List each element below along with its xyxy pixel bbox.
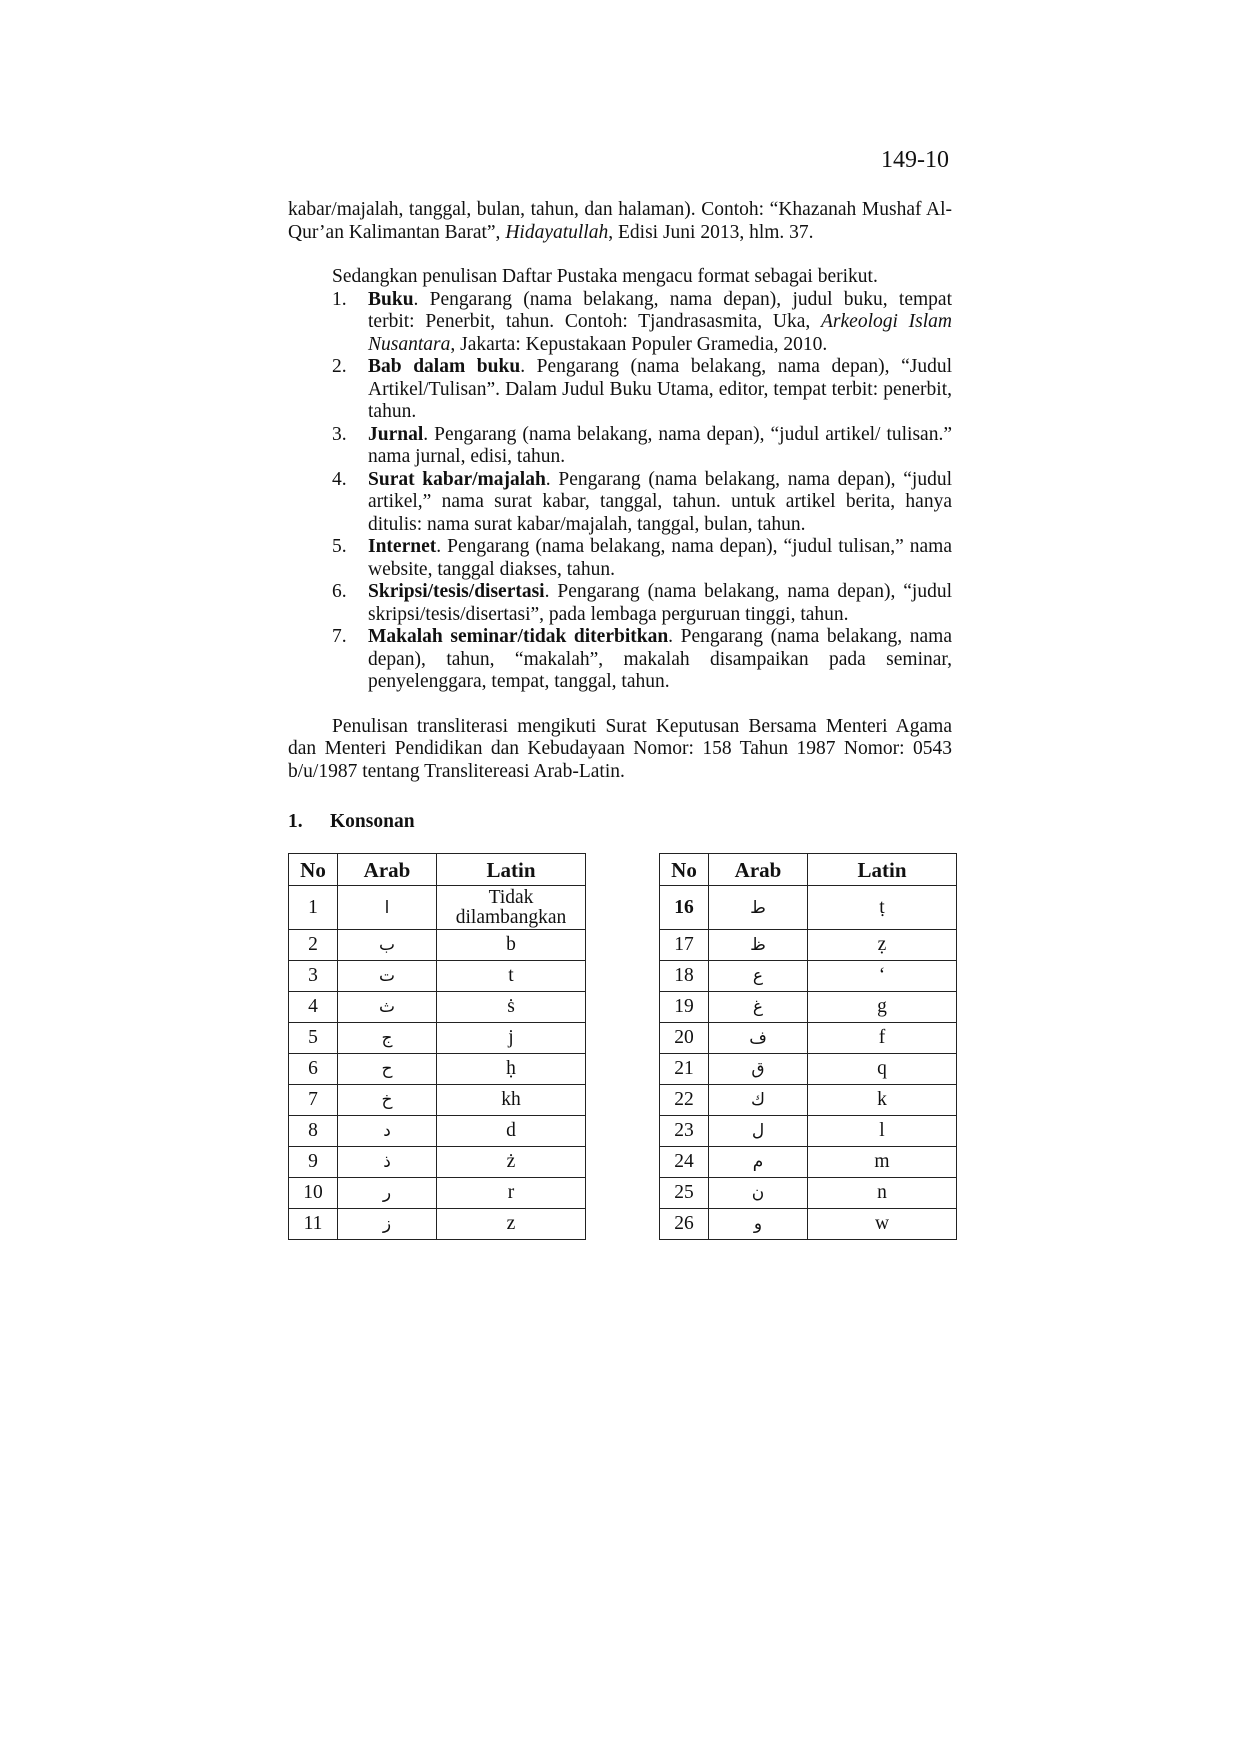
list-item-text: . Pengarang (nama belakang, nama depan), “judul artikel,” nama surat kabar, tanggal, tahun. untuk artikel berita, hanya ditulis: nama surat kabar/majalah, tanggal, bulan, tahun. xyxy=(368,468,952,535)
cell-arab: ف xyxy=(709,1023,808,1054)
cell-latin: ẓ xyxy=(808,930,957,961)
cell-latin: ṭ xyxy=(808,886,957,930)
cell-arab: ج xyxy=(338,1023,437,1054)
list-item-text: . Pengarang (nama belakang, nama depan), “judul skripsi/tesis/disertasi”, pada lembaga perguruan tinggi, tahun. xyxy=(368,581,952,625)
konsonan-table-left xyxy=(288,853,586,1240)
cell-latin: r xyxy=(437,1178,586,1209)
cell-no: 26 xyxy=(660,1209,709,1240)
page-content xyxy=(288,199,952,834)
transliteration-paragraph: Penulisan transliterasi mengikuti Surat Keputusan Bersama Menteri Agama dan Menteri Pendidikan dan Kebudayaan Nomor: 158 Tahun 1987 Nomor: 0543 b/u/1987 tentang Translitereasi Arab-Latin. xyxy=(288,715,952,782)
list-item-text: . Pengarang (nama belakang, nama depan), judul buku, tempat terbit: Penerbit, tahun. Contoh: Tjandrasasmita, Uka, xyxy=(368,288,952,332)
page-number: 149-10 xyxy=(881,147,949,173)
list-item-number: 2. xyxy=(332,356,347,377)
list-item-category: Buku xyxy=(368,288,414,310)
header-latin: Latin xyxy=(808,854,957,886)
table-row xyxy=(660,961,957,992)
intro-italic: Hidayatullah xyxy=(505,221,609,243)
cell-arab: ن xyxy=(709,1178,808,1209)
section-title: Konsonan xyxy=(330,811,415,832)
list-item-category: Internet xyxy=(368,536,437,557)
table-row xyxy=(660,930,957,961)
list-item xyxy=(288,424,952,469)
cell-arab: خ xyxy=(338,1085,437,1116)
cell-arab: ا xyxy=(338,886,437,930)
reference-format-list xyxy=(288,289,952,694)
table-row xyxy=(289,1085,586,1116)
cell-latin: ż xyxy=(437,1147,586,1178)
cell-latin: t xyxy=(437,961,586,992)
cell-arab: ق xyxy=(709,1054,808,1085)
cell-latin: kh xyxy=(437,1085,586,1116)
list-item-tail: , Jakarta: Kepustakaan Populer Gramedia, 2010. xyxy=(450,333,828,355)
table-row xyxy=(660,1054,957,1085)
cell-latin: w xyxy=(808,1209,957,1240)
table-row xyxy=(289,1023,586,1054)
table-row xyxy=(660,1147,957,1178)
list-item xyxy=(288,356,952,424)
list-item-number: 7. xyxy=(332,626,347,647)
cell-latin: j xyxy=(437,1023,586,1054)
intro-text-2: , Edisi Juni 2013, hlm. 37. xyxy=(608,221,814,243)
cell-no: 8 xyxy=(289,1116,338,1147)
table-row xyxy=(289,961,586,992)
cell-latin: d xyxy=(437,1116,586,1147)
list-item-number: 6. xyxy=(332,581,347,602)
cell-arab: ذ xyxy=(338,1147,437,1178)
intro-paragraph xyxy=(288,199,952,244)
cell-latin: n xyxy=(808,1178,957,1209)
table-row xyxy=(289,886,586,930)
cell-arab: ط xyxy=(709,886,808,930)
cell-no: 24 xyxy=(660,1147,709,1178)
list-item xyxy=(288,289,952,357)
cell-arab: ث xyxy=(338,992,437,1023)
table-row xyxy=(660,886,957,930)
cell-latin: ḥ xyxy=(437,1054,586,1085)
cell-no: 9 xyxy=(289,1147,338,1178)
konsonan-table-right xyxy=(659,853,957,1240)
cell-latin: q xyxy=(808,1054,957,1085)
header-no: No xyxy=(660,854,709,886)
table-row xyxy=(660,1023,957,1054)
list-item-number: 4. xyxy=(332,468,347,490)
cell-no: 23 xyxy=(660,1116,709,1147)
cell-latin: ṡ xyxy=(437,992,586,1023)
list-item-category: Jurnal xyxy=(368,423,424,445)
table-row xyxy=(289,930,586,961)
cell-latin: z xyxy=(437,1209,586,1240)
cell-no: 19 xyxy=(660,992,709,1023)
cell-no: 25 xyxy=(660,1178,709,1209)
cell-no: 6 xyxy=(289,1054,338,1085)
list-item xyxy=(288,469,952,537)
list-item xyxy=(288,581,952,626)
header-latin: Latin xyxy=(437,854,586,886)
cell-no: 17 xyxy=(660,930,709,961)
list-item-category: Makalah seminar/tidak diterbitkan xyxy=(368,626,669,647)
cell-latin: ‘ xyxy=(808,961,957,992)
cell-latin: k xyxy=(808,1085,957,1116)
header-arab: Arab xyxy=(709,854,808,886)
cell-latin: l xyxy=(808,1116,957,1147)
table-row xyxy=(660,992,957,1023)
cell-latin: Tidak dilambangkan xyxy=(437,886,586,930)
list-item-text: . Pengarang (nama belakang, nama depan), “judul tulisan,” nama website, tanggal diakses, tahun. xyxy=(368,536,952,580)
cell-latin: m xyxy=(808,1147,957,1178)
table-row xyxy=(289,1054,586,1085)
cell-arab: ل xyxy=(709,1116,808,1147)
list-item-text: . Pengarang (nama belakang, nama depan), “judul artikel/ tulisan.” nama jurnal, edisi, tahun. xyxy=(368,423,952,467)
cell-no: 21 xyxy=(660,1054,709,1085)
cell-no: 7 xyxy=(289,1085,338,1116)
header-arab: Arab xyxy=(338,854,437,886)
table-row xyxy=(660,1209,957,1240)
list-item-text: . Pengarang (nama belakang, nama depan), tahun, “makalah”, makalah disampaikan pada seminar, penyelenggara, tempat, tanggal, tahun. xyxy=(368,626,952,692)
list-item xyxy=(288,626,952,694)
table-row xyxy=(289,1147,586,1178)
cell-no: 16 xyxy=(660,886,709,930)
list-item-number: 3. xyxy=(332,423,347,445)
cell-no: 3 xyxy=(289,961,338,992)
table-row xyxy=(289,1116,586,1147)
cell-no: 4 xyxy=(289,992,338,1023)
table-row xyxy=(660,1178,957,1209)
list-item-category: Bab dalam buku xyxy=(368,356,521,377)
cell-no: 20 xyxy=(660,1023,709,1054)
list-item-category: Surat kabar/majalah xyxy=(368,468,546,490)
cell-arab: غ xyxy=(709,992,808,1023)
cell-no: 10 xyxy=(289,1178,338,1209)
cell-arab: ر xyxy=(338,1178,437,1209)
list-item-italic: Arkeologi Islam Nusantara xyxy=(368,311,952,355)
list-item-category: Skripsi/tesis/disertasi xyxy=(368,581,545,602)
cell-arab: ب xyxy=(338,930,437,961)
cell-arab: ك xyxy=(709,1085,808,1116)
list-item-number: 1. xyxy=(332,288,347,310)
list-item-text: . Pengarang (nama belakang, nama depan), “Judul Artikel/Tulisan”. Dalam Judul Buku Utama, editor, tempat terbit: penerbit, tahun. xyxy=(368,356,952,422)
cell-arab: م xyxy=(709,1147,808,1178)
table-header-row xyxy=(660,854,957,886)
table-row xyxy=(289,1209,586,1240)
section-heading xyxy=(288,811,952,834)
intro-text-1: kabar/majalah, tanggal, bulan, tahun, dan halaman). Contoh: “Khazanah Mushaf Al-Qur’an Kalimantan Barat”, xyxy=(288,199,952,243)
cell-no: 1 xyxy=(289,886,338,930)
cell-arab: ت xyxy=(338,961,437,992)
cell-arab: ظ xyxy=(709,930,808,961)
cell-arab: د xyxy=(338,1116,437,1147)
cell-no: 22 xyxy=(660,1085,709,1116)
section-number: 1. xyxy=(288,811,303,832)
cell-no: 5 xyxy=(289,1023,338,1054)
cell-arab: ز xyxy=(338,1209,437,1240)
cell-latin: b xyxy=(437,930,586,961)
cell-arab: ح xyxy=(338,1054,437,1085)
daftar-pustaka-intro: Sedangkan penulisan Daftar Pustaka mengacu format sebagai berikut. xyxy=(332,266,878,287)
cell-no: 11 xyxy=(289,1209,338,1240)
table-header-row xyxy=(289,854,586,886)
cell-no: 2 xyxy=(289,930,338,961)
table-row xyxy=(660,1116,957,1147)
cell-latin: f xyxy=(808,1023,957,1054)
list-item xyxy=(288,536,952,581)
table-row xyxy=(660,1085,957,1116)
table-row xyxy=(289,992,586,1023)
cell-no: 18 xyxy=(660,961,709,992)
table-row xyxy=(289,1178,586,1209)
list-item-number: 5. xyxy=(332,536,347,557)
cell-latin: g xyxy=(808,992,957,1023)
header-no: No xyxy=(289,854,338,886)
cell-arab: ع xyxy=(709,961,808,992)
cell-arab: و xyxy=(709,1209,808,1240)
